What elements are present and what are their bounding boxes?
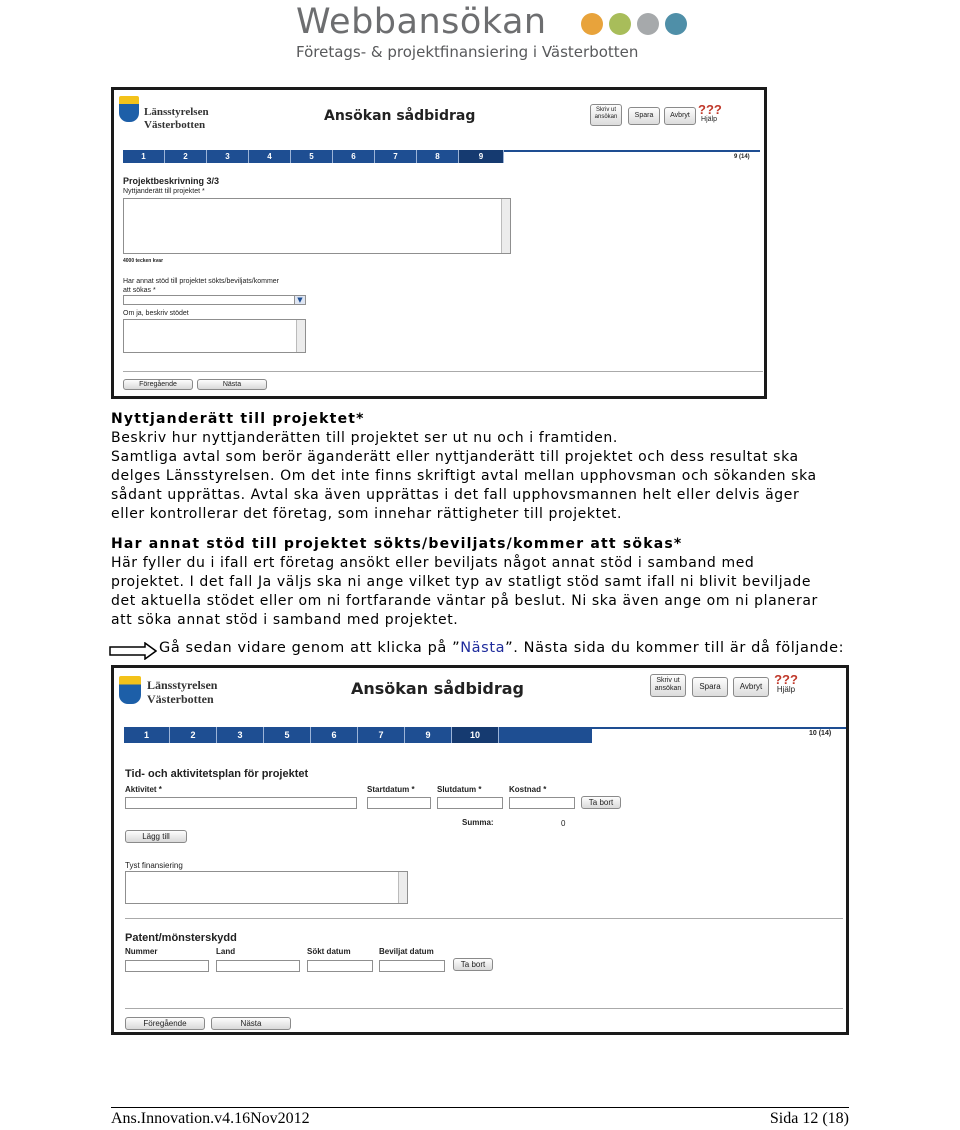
help-icon: ??? [698, 102, 722, 117]
logo-dot-orange [581, 13, 603, 35]
tabbar-fill [504, 150, 760, 163]
footer-page-number: Sida 12 (18) [769, 1110, 849, 1127]
section-title: Tid- och aktivitetsplan för projektet [125, 768, 309, 780]
save-button[interactable]: Spara [628, 107, 660, 125]
col-country: Land [216, 947, 236, 956]
col-start: Startdatum * [367, 785, 415, 794]
col-number: Nummer [125, 947, 158, 956]
col-applied: Sökt datum [307, 947, 351, 956]
tab-6[interactable]: 6 [311, 727, 358, 743]
tab-10[interactable]: 10 [452, 727, 499, 743]
tabbar-fill [592, 727, 846, 743]
col-cost: Kostnad * [509, 785, 547, 794]
logo-dot-green [609, 13, 631, 35]
tab-5[interactable]: 5 [291, 150, 333, 163]
end-date-input[interactable] [437, 797, 503, 809]
tab-7[interactable]: 7 [375, 150, 417, 163]
financing-label: Tyst finansiering [125, 861, 183, 870]
tab-5[interactable]: 5 [264, 727, 311, 743]
screenshot-page-10 [111, 665, 849, 1035]
start-date-input[interactable] [367, 797, 431, 809]
tab-3[interactable]: 3 [217, 727, 264, 743]
tab-8[interactable]: 8 [417, 150, 459, 163]
print-button[interactable]: Skriv ut ansökan [590, 104, 622, 126]
help-button[interactable]: ??? Hjälp [698, 102, 722, 123]
patent-granted-input[interactable] [379, 960, 445, 972]
save-button[interactable]: Spara [692, 677, 728, 697]
section-title: Projektbeskrivning 3/3 [123, 176, 220, 186]
paragraph-other-support: Här fyller du i ifall ert företag ansökt eller beviljats något annat stöd i samband med projektet. I det fall Ja väljs ska ni ange vilket typ av statligt stöd samt ifall ni blivit beviljade det aktuella stödet eller om ni fortfarande väntar på beslut. Ni ska även ange om ni planerar att söka annat stöd i samband med projektet. [111, 555, 818, 628]
cancel-button[interactable]: Avbryt [664, 107, 696, 125]
patent-applied-input[interactable] [307, 960, 373, 972]
chevron-down-icon: ▼ [294, 296, 305, 304]
arrow-right-icon [109, 642, 157, 660]
describe-support-label: Om ja, beskriv stödet [123, 310, 189, 317]
page-count: 9 (14) [734, 154, 750, 160]
add-activity-button[interactable]: Lägg till [125, 830, 187, 843]
tab-2[interactable]: 2 [165, 150, 207, 163]
page-count: 10 (14) [809, 730, 832, 737]
remove-patent-button[interactable]: Ta bort [453, 958, 493, 971]
divider [125, 1008, 843, 1009]
tab-1[interactable]: 1 [124, 727, 170, 743]
step-tabs [124, 727, 592, 743]
chars-left: 4000 tecken kvar [123, 258, 164, 264]
usage-rights-textarea[interactable] [123, 198, 511, 254]
crest-icon [119, 676, 141, 704]
remove-activity-button[interactable]: Ta bort [581, 796, 621, 809]
divider [125, 918, 843, 919]
activity-input[interactable] [125, 797, 357, 809]
tab-6[interactable]: 6 [333, 150, 375, 163]
heading-usage-rights: Nyttjanderätt till projektet* [111, 411, 365, 427]
tab-9[interactable]: 9 [405, 727, 452, 743]
logo-title: Webbansökan [296, 2, 547, 42]
paragraph-usage-rights: Beskriv hur nyttjanderätten till projektet ser ut nu och i framtiden. Samtliga avtal som berör äganderätt eller nyttjanderätt till projektet och dess resultat ska delges Länsstyrelsen. Om det inte finns skriftigt avtal mellan upphovsman och sökanden ska sådant upprättas. Avtal ska även upprättas i det fall upphovsmannen helt eller delvis äger eller kontrollerar det företag, som innehar rättigheter till projektet. [111, 430, 817, 522]
other-support-label: Har annat stöd till projektet sökts/beviljats/kommer att sökas * [123, 278, 280, 294]
tab-3[interactable]: 3 [207, 150, 249, 163]
logo-dot-grey [637, 13, 659, 35]
patent-country-input[interactable] [216, 960, 300, 972]
describe-support-textarea[interactable] [123, 319, 306, 353]
tab-9[interactable]: 9 [459, 150, 504, 163]
next-button[interactable]: Nästa [197, 379, 267, 390]
help-button[interactable]: ??? Hjälp [774, 672, 798, 694]
cancel-button[interactable]: Avbryt [733, 677, 769, 697]
footer-doc-id: Ans.Innovation.v4.16Nov2012 [111, 1110, 310, 1127]
sum-label: Summa: [462, 818, 494, 827]
crest-icon [119, 96, 139, 122]
tab-2[interactable]: 2 [170, 727, 217, 743]
logo-subtitle: Företags- & projektfinansiering i Västerbotten [296, 43, 639, 61]
patent-title: Patent/mönsterskydd [125, 932, 237, 944]
nasta-link: Nästa [460, 640, 506, 656]
tab-7[interactable]: 7 [358, 727, 405, 743]
col-granted: Beviljat datum [379, 947, 434, 956]
arrow-instruction: Gå sedan vidare genom att klicka på ”Nästa”. Nästa sida du kommer till är då följande: [159, 640, 845, 656]
tab-4[interactable]: 4 [249, 150, 291, 163]
cost-input[interactable] [509, 797, 575, 809]
logo-dot-teal [665, 13, 687, 35]
next-button[interactable]: Nästa [211, 1017, 291, 1030]
prev-button[interactable]: Föregående [123, 379, 193, 390]
prev-button[interactable]: Föregående [125, 1017, 205, 1030]
org-name: Länsstyrelsen Västerbotten [147, 678, 218, 706]
patent-number-input[interactable] [125, 960, 209, 972]
financing-textarea[interactable] [125, 871, 408, 904]
heading-other-support: Har annat stöd till projektet sökts/beviljats/kommer att sökas* [111, 536, 683, 552]
tab-1[interactable]: 1 [123, 150, 165, 163]
app-title: Ansökan sådbidrag [351, 679, 524, 698]
print-button[interactable]: Skriv ut ansökan [650, 674, 686, 697]
app-title: Ansökan sådbidrag [324, 108, 476, 124]
screenshot-page-9 [111, 87, 767, 399]
divider [123, 371, 763, 372]
org-name: Länsstyrelsen Västerbotten [144, 106, 209, 131]
footer-divider [111, 1107, 849, 1108]
usage-rights-label: Nyttjanderätt till projektet * [123, 188, 205, 195]
step-tabs [123, 150, 504, 163]
other-support-select[interactable] [123, 295, 306, 305]
col-activity: Aktivitet * [125, 785, 162, 794]
help-icon: ??? [774, 672, 798, 687]
sum-value: 0 [561, 819, 566, 828]
col-end: Slutdatum * [437, 785, 482, 794]
